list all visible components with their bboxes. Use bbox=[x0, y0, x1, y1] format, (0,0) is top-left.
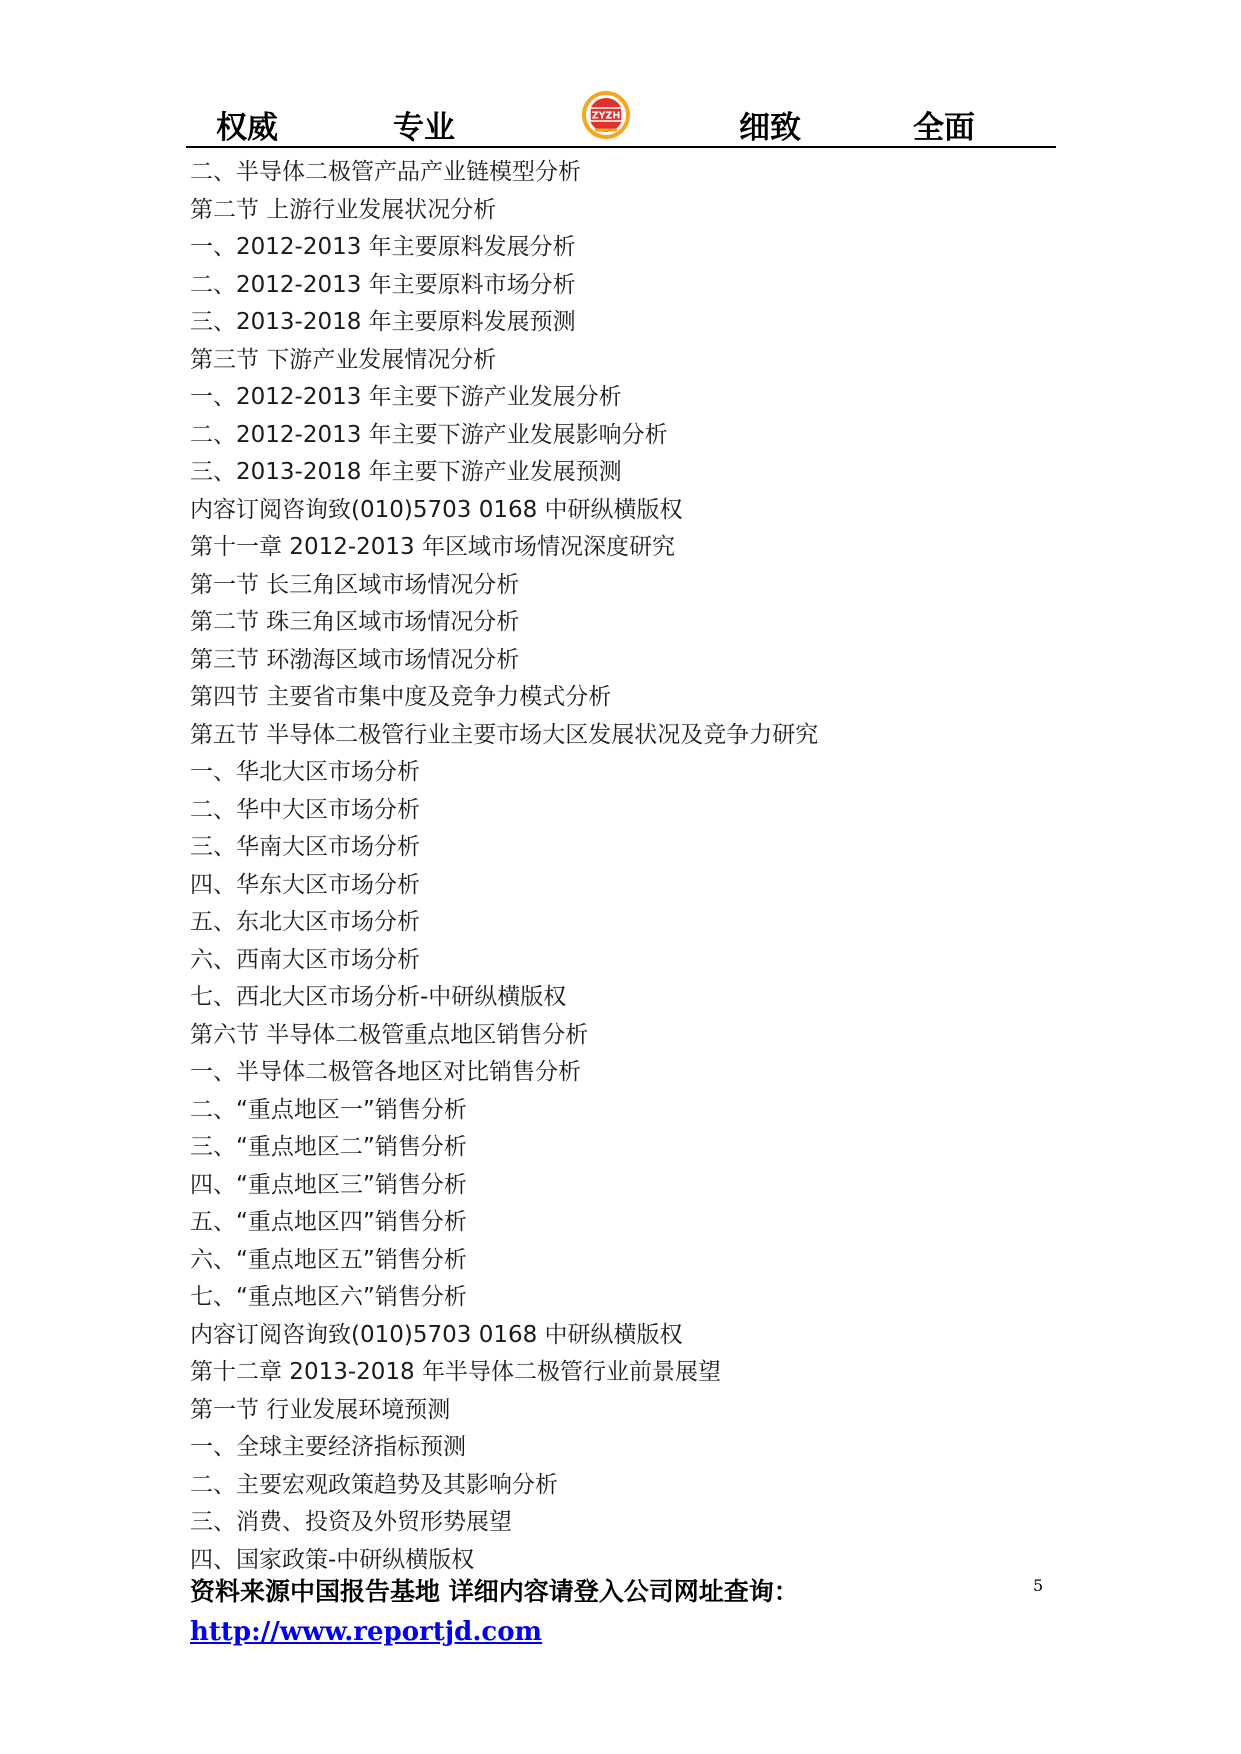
toc-item: 第六节 半导体二极管重点地区销售分析 bbox=[190, 1021, 589, 1048]
toc-item: 六、西南大区市场分析 bbox=[190, 946, 420, 973]
toc-item: 第二节 上游行业发展状况分析 bbox=[190, 196, 497, 223]
toc-item: 六、“重点地区五”销售分析 bbox=[190, 1246, 467, 1273]
toc-item: 七、“重点地区六”销售分析 bbox=[190, 1284, 467, 1310]
header-word-authority: 权威 bbox=[216, 110, 278, 146]
toc-item: 第四节 主要省市集中度及竞争力模式分析 bbox=[190, 684, 612, 710]
header-divider bbox=[186, 146, 1056, 148]
toc-item: 第十一章 2012-2013 年区域市场情况深度研究 bbox=[190, 534, 675, 560]
toc-item: 五、东北大区市场分析 bbox=[190, 909, 420, 935]
toc-item: 一、2012-2013 年主要原料发展分析 bbox=[190, 234, 576, 260]
toc-item: 一、全球主要经济指标预测 bbox=[190, 1434, 466, 1460]
toc-item: 三、2013-2018 年主要下游产业发展预测 bbox=[190, 459, 622, 485]
company-logo bbox=[581, 90, 631, 140]
toc-item: 第三节 下游产业发展情况分析 bbox=[190, 346, 497, 373]
toc-item: 四、“重点地区三”销售分析 bbox=[190, 1171, 467, 1198]
toc-item: 二、华中大区市场分析 bbox=[190, 796, 420, 823]
header-word-meticulous: 细致 bbox=[739, 110, 801, 146]
toc-item: 三、2013-2018 年主要原料发展预测 bbox=[190, 309, 576, 335]
toc-item: 第一节 长三角区域市场情况分析 bbox=[190, 571, 520, 598]
toc-item: 第五节 半导体二极管行业主要市场大区发展状况及竞争力研究 bbox=[190, 721, 819, 748]
toc-item: 二、2012-2013 年主要原料市场分析 bbox=[190, 271, 576, 298]
toc-item: 内容订阅咨询致(010)5703 0168 中研纵横版权 bbox=[190, 496, 683, 523]
toc-item: 第十二章 2013-2018 年半导体二极管行业前景展望 bbox=[190, 1359, 721, 1385]
logo-text: ZYZH bbox=[591, 110, 621, 122]
footer-source-text: 资料来源中国报告基地 详细内容请登入公司网址查询： bbox=[190, 1577, 799, 1606]
page-number: 5 bbox=[1033, 1576, 1044, 1595]
toc-item: 一、华北大区市场分析 bbox=[190, 759, 420, 785]
page-header bbox=[186, 84, 1056, 148]
toc-item: 五、“重点地区四”销售分析 bbox=[190, 1209, 467, 1235]
toc-item: 四、国家政策-中研纵横版权 bbox=[190, 1546, 475, 1573]
toc-item: 内容订阅咨询致(010)5703 0168 中研纵横版权 bbox=[190, 1321, 683, 1348]
toc-item: 第一节 行业发展环境预测 bbox=[190, 1396, 451, 1423]
toc-item: 一、半导体二极管各地区对比销售分析 bbox=[190, 1059, 581, 1085]
toc-item: 一、2012-2013 年主要下游产业发展分析 bbox=[190, 384, 622, 410]
toc-item: 第三节 环渤海区域市场情况分析 bbox=[190, 646, 520, 673]
toc-item: 二、“重点地区一”销售分析 bbox=[190, 1096, 467, 1123]
company-website-link[interactable]: http://www.reportjd.com bbox=[190, 1617, 543, 1647]
toc-item: 四、华东大区市场分析 bbox=[190, 871, 420, 898]
header-word-professional: 专业 bbox=[393, 110, 455, 146]
toc-item: 七、西北大区市场分析-中研纵横版权 bbox=[190, 984, 567, 1010]
toc-item: 二、主要宏观政策趋势及其影响分析 bbox=[190, 1471, 558, 1498]
table-of-contents bbox=[190, 154, 1050, 1579]
toc-item: 第二节 珠三角区域市场情况分析 bbox=[190, 609, 520, 635]
header-word-comprehensive: 全面 bbox=[913, 110, 975, 146]
toc-item: 三、华南大区市场分析 bbox=[190, 834, 420, 860]
toc-item: 三、“重点地区二”销售分析 bbox=[190, 1134, 467, 1160]
toc-item: 二、2012-2013 年主要下游产业发展影响分析 bbox=[190, 421, 668, 448]
toc-item: 三、消费、投资及外贸形势展望 bbox=[190, 1509, 512, 1535]
toc-item: 二、半导体二极管产品产业链模型分析 bbox=[190, 159, 581, 185]
